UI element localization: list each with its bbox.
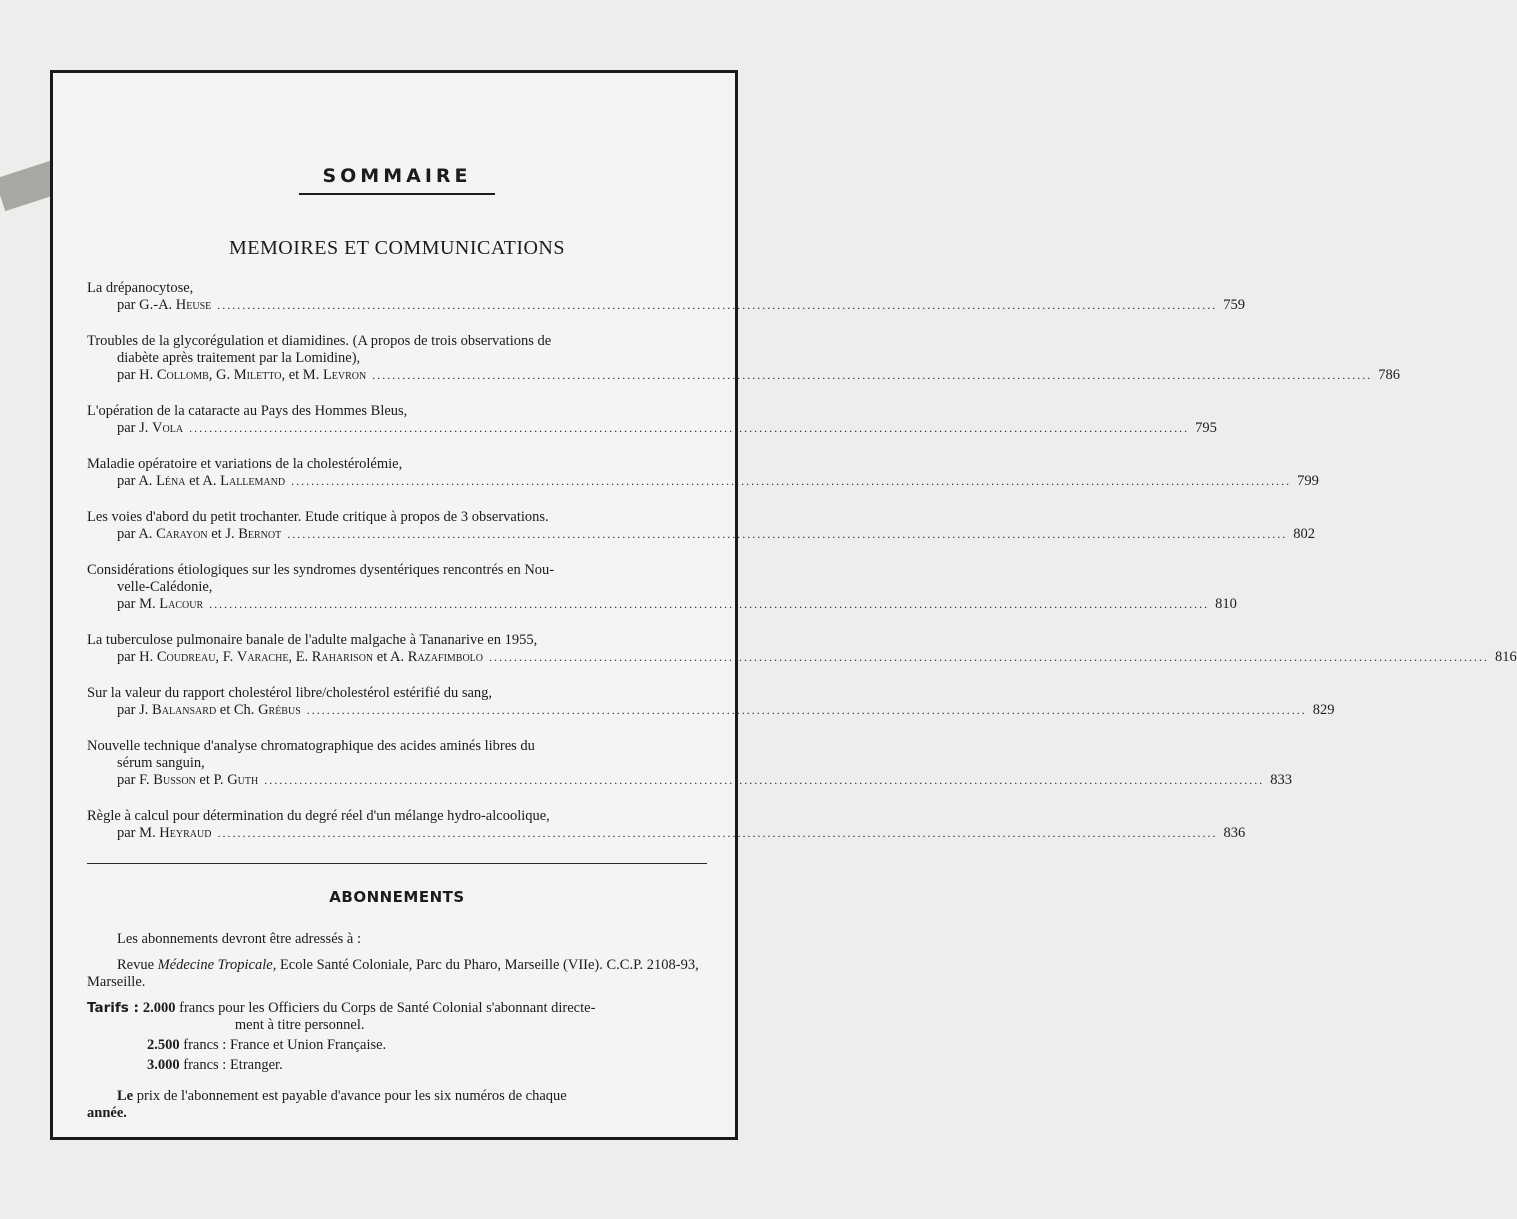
entry-authors: par M. Lacour	[117, 596, 204, 612]
entry-authors: par J. Balansard et Ch. Grébus	[117, 702, 301, 718]
entry-title: L'opération de la cataracte au Pays des Hommes Bleus,	[87, 403, 408, 419]
dot-leader: ........................................................................................................................................................................................................	[287, 527, 1288, 541]
entry-page-number: 795	[1195, 420, 1217, 436]
toc-entry	[87, 562, 1237, 613]
entry-title: Nouvelle technique d'analyse chromatographique des acides aminés libres du	[87, 738, 535, 754]
tarifs-block	[87, 1000, 709, 1034]
toc-entry	[87, 509, 1315, 543]
entry-authors: par G.-A. Heuse	[117, 297, 212, 313]
dot-leader: ........................................................................................................................................................................................................	[189, 421, 1190, 435]
abonnements-address: Revue Médecine Tropicale, Ecole Santé Coloniale, Parc du Pharo, Marseille (VIIe). C.C.P. 2108-93, Marseille.	[87, 957, 699, 990]
journal-name: Médecine Tropicale,	[157, 957, 277, 973]
abonnements-closing: Le prix de l'abonnement est payable d'avance pour les six numéros de chaque année.	[87, 1088, 567, 1121]
dot-leader: ........................................................................................................................................................................................................	[306, 703, 1307, 717]
tarifs-label: Tarifs :	[87, 1000, 139, 1016]
toc-entry	[87, 456, 1319, 490]
entry-title-continuation: sérum sanguin,	[117, 755, 205, 771]
abonnements-intro: Les abonnements devront être adressés à :	[117, 931, 361, 947]
entry-title: Les voies d'abord du petit trochanter. Etude critique à propos de 3 observations.	[87, 509, 549, 525]
sommaire-underline	[299, 193, 495, 195]
entry-title: Maladie opératoire et variations de la cholestérolémie,	[87, 456, 403, 472]
entry-page-number: 802	[1293, 526, 1315, 542]
entry-authors: par A. Carayon et J. Bernot	[117, 526, 282, 542]
entry-page-number: 836	[1223, 825, 1246, 841]
entry-page-number: 786	[1378, 367, 1401, 383]
page-frame	[50, 70, 1517, 1140]
dot-leader: ........................................................................................................................................................................................................	[217, 298, 1218, 312]
dot-leader: ........................................................................................................................................................................................................	[264, 773, 1265, 787]
toc-entry	[87, 333, 1401, 384]
entry-authors: par J. Vola	[117, 420, 184, 436]
tarif1-amount: 2.000	[142, 1000, 176, 1016]
section-divider	[87, 863, 707, 864]
entry-page-number: 810	[1215, 596, 1237, 612]
dot-leader: ........................................................................................................................................................................................................	[291, 474, 1292, 488]
section-title: MEMOIRES ET COMMUNICATIONS	[229, 237, 565, 259]
entry-title: La tuberculose pulmonaire banale de l'adulte malgache à Tananarive en 1955,	[87, 632, 538, 648]
entry-title-continuation: diabète après traitement par la Lomidine),	[117, 350, 361, 366]
toc-entry	[87, 280, 1246, 314]
toc-entry	[87, 403, 1217, 437]
entry-page-number: 829	[1312, 702, 1335, 718]
entry-title: La drépanocytose,	[87, 280, 194, 296]
entry-page-number: 833	[1270, 772, 1292, 788]
toc-entry	[87, 685, 1335, 719]
dot-leader: ........................................................................................................................................................................................................	[209, 597, 1210, 611]
entry-title: Sur la valeur du rapport cholestérol libre/cholestérol estérifié du sang,	[87, 685, 493, 701]
entry-authors: par A. Léna et A. Lallemand	[117, 473, 286, 489]
entry-title: Troubles de la glycorégulation et diamidines. (A propos de trois observations de	[87, 333, 552, 349]
toc-entry	[87, 738, 1292, 789]
entry-authors: par M. Heyraud	[117, 825, 212, 841]
tarif2: 2.500 francs : France et Union Française.	[147, 1037, 387, 1053]
tarif1-text: francs pour les Officiers du Corps de Santé Colonial s'abonnant directe-	[175, 1000, 596, 1016]
abonnements-section	[87, 931, 709, 1131]
entry-title-continuation: velle-Calédonie,	[117, 579, 213, 595]
toc-entry	[87, 632, 1517, 666]
dot-leader: ........................................................................................................................................................................................................	[372, 368, 1373, 382]
abonnements-heading: ABONNEMENTS	[329, 888, 465, 906]
tarif1-wrap: ment à titre personnel.	[234, 1017, 365, 1033]
entry-title: Considérations étiologiques sur les syndromes dysentériques rencontrés en Nou-	[87, 562, 555, 578]
sommaire-heading: SOMMAIRE	[322, 165, 472, 187]
entry-title: Règle à calcul pour détermination du degré réel d'un mélange hydro-alcoolique,	[87, 808, 550, 824]
toc-entry	[87, 808, 1246, 842]
tarif3: 3.000 francs : Etranger.	[147, 1057, 283, 1073]
dot-leader: ........................................................................................................................................................................................................	[217, 826, 1218, 840]
entry-page-number: 816	[1495, 649, 1517, 665]
table-of-contents	[87, 280, 1517, 861]
entry-page-number: 759	[1223, 297, 1246, 313]
entry-authors: par H. Coudreau, F. Varache, E. Raharison et A. Razafimbolo	[117, 649, 484, 665]
entry-authors: par H. Collomb, G. Miletto, et M. Levron	[117, 367, 367, 383]
entry-page-number: 799	[1297, 473, 1319, 489]
entry-authors: par F. Busson et P. Guth	[117, 772, 259, 788]
dot-leader: ........................................................................................................................................................................................................	[489, 650, 1490, 664]
